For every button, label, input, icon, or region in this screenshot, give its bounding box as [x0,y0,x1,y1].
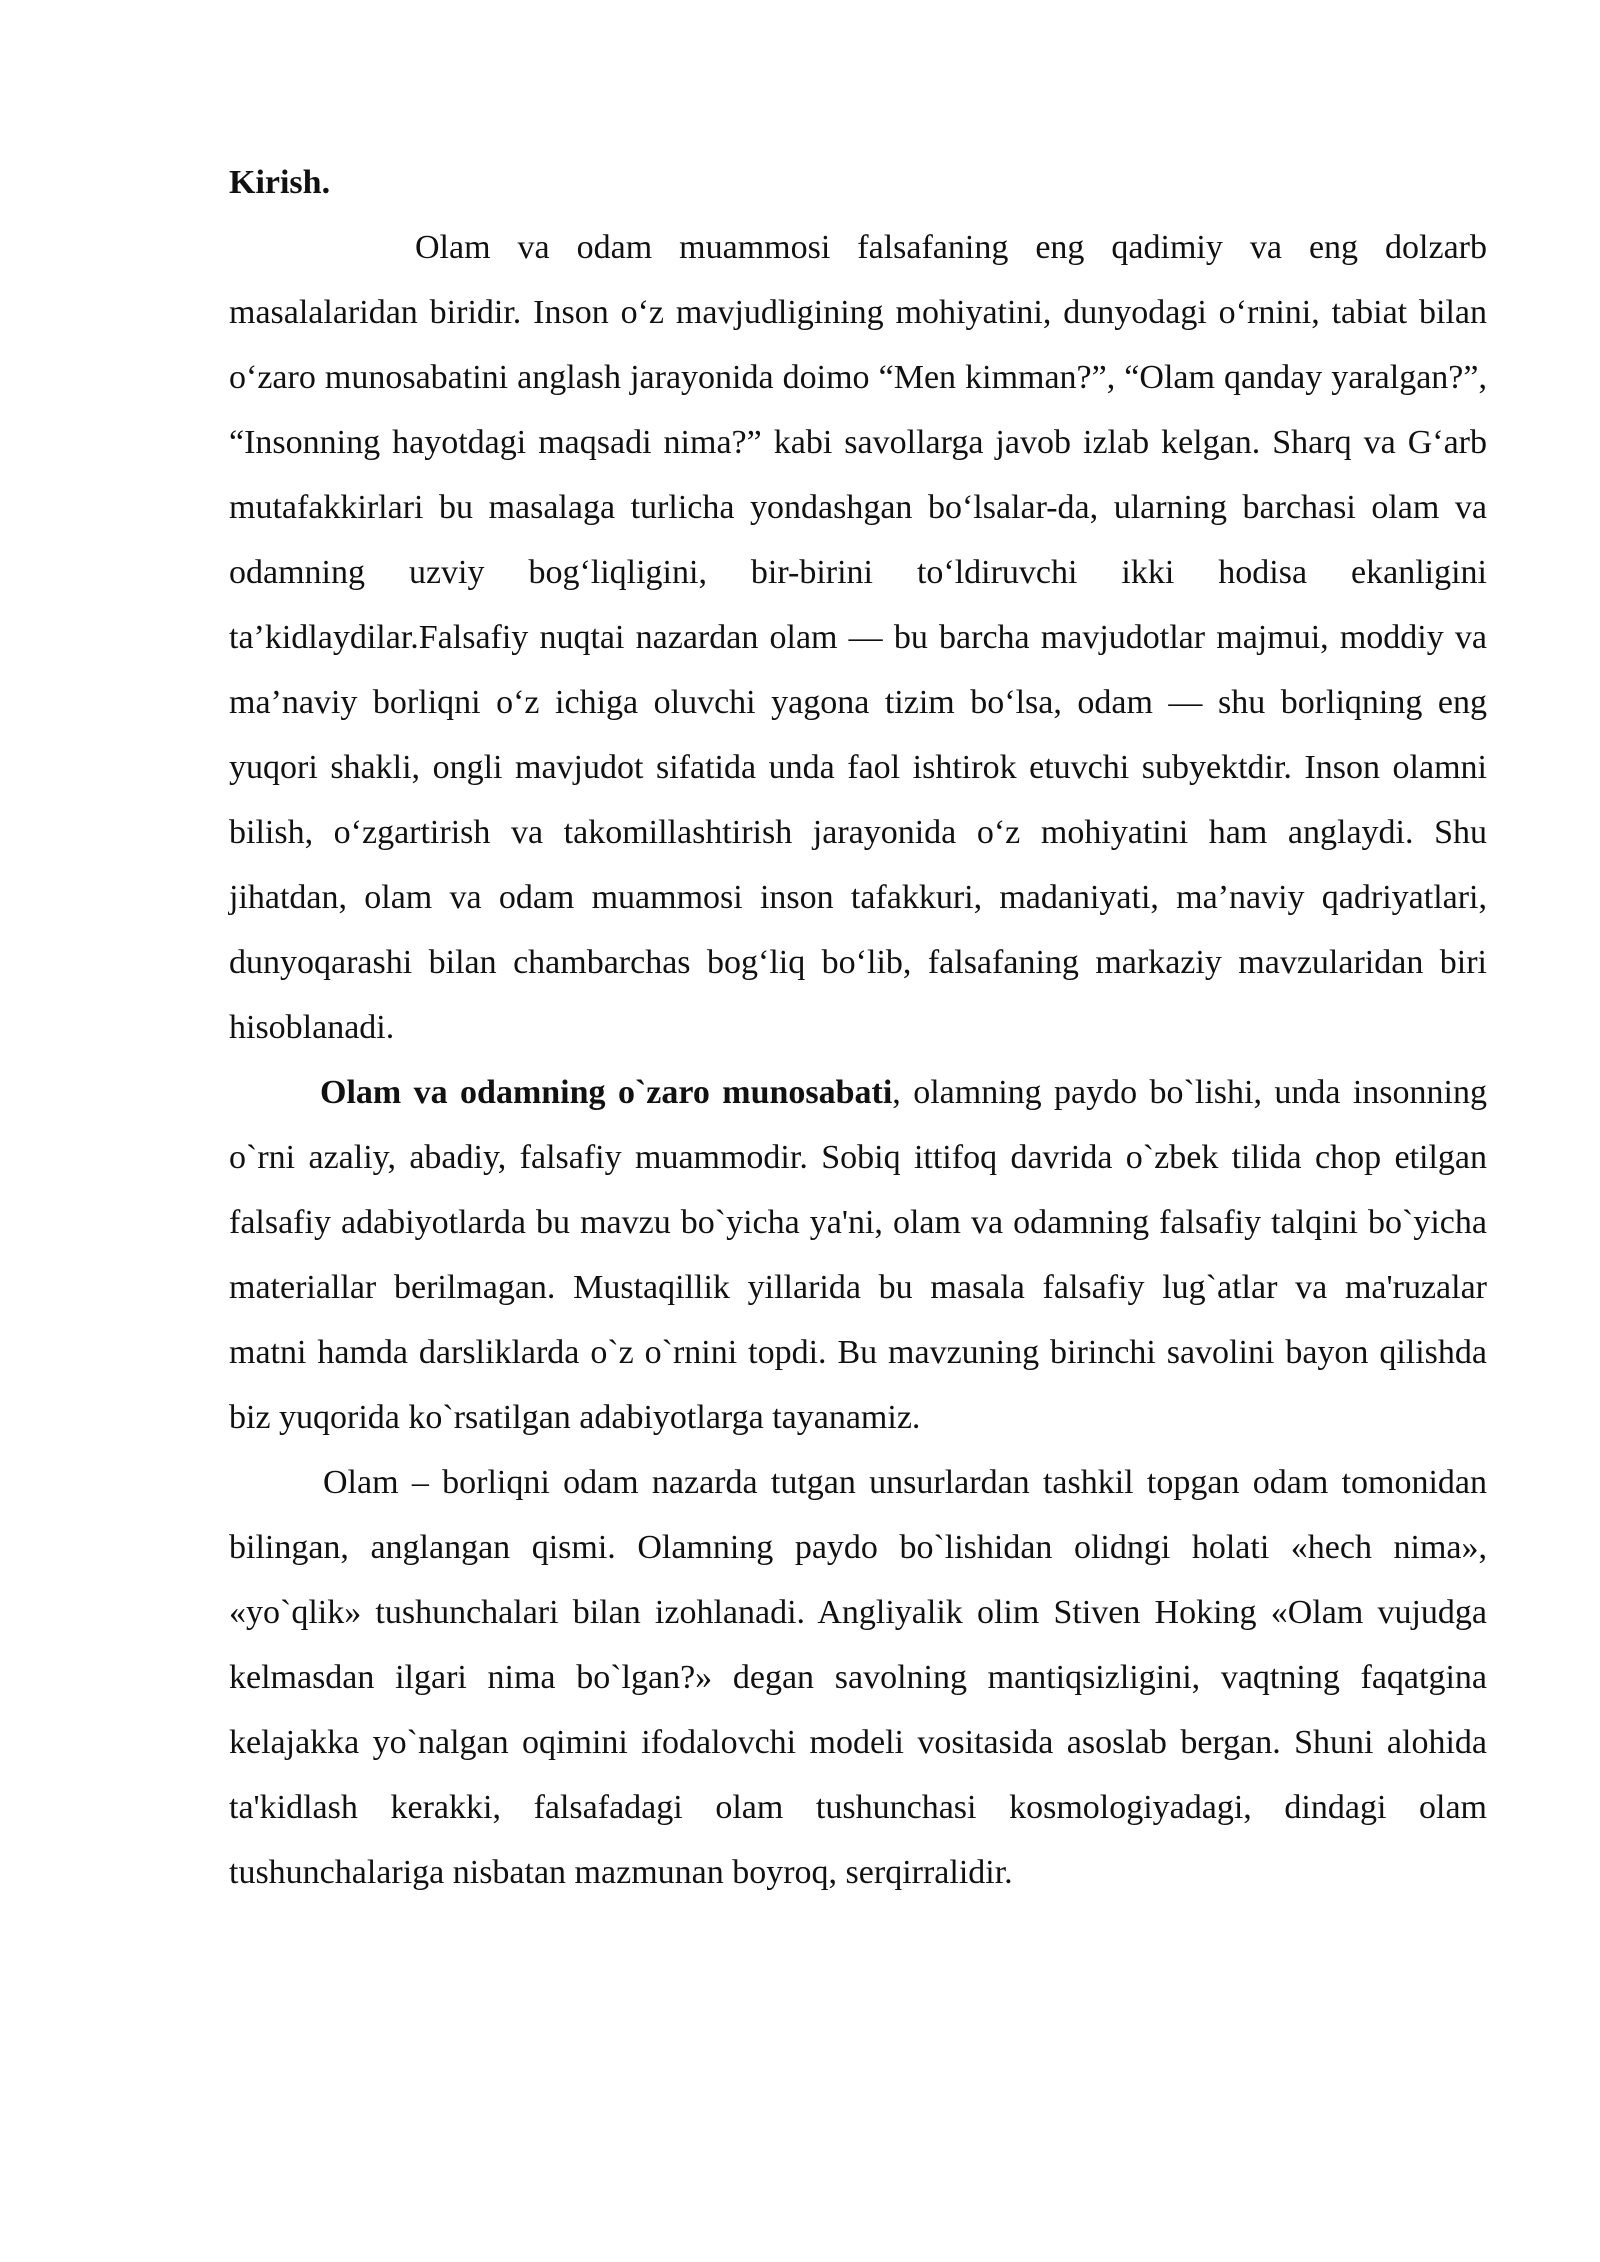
paragraph-relationship-text: , olamning paydo bo`lishi, unda insonning o`rni azaliy, abadiy, falsafiy muammodir. Sobiq ittifoq davrida o`zbek tilida chop etilgan falsafiy adabiyotlarda bu mavzu bo`yicha ya'ni, olam va odamning falsafiy talqini bo`yicha materiallar berilmagan. Mustaqillik yillarida bu masala falsafiy lug`atlar va ma'ruzalar matni hamda darsliklarda o`z o`rnini topdi. Bu mavzuning birinchi savolini bayon qilishda biz yuqorida ko`rsatilgan adabiyotlarga tayanamiz. [229,1074,1487,1436]
section-heading: Kirish. [229,164,331,201]
paragraph-bold-lead: Olam va odamning o`zaro munosabati [320,1074,893,1111]
paragraph-relationship [229,1060,1487,1450]
paragraph-olam-definition: Olam – borliqni odam nazarda tutgan unsurlardan tashkil topgan odam tomonidan bilingan, anglangan qismi. Olamning paydo bo`lishidan olidngi holati «hech nima», «yo`qlik» tushunchalari bilan izohlanadi. Angliyalik olim Stiven Hoking «Olam vujudga kelmasdan ilgari nima bo`lgan?» degan savolning mantiqsizligini, vaqtning faqatgina kelajakka yo`nalgan oqimini ifodalovchi modeli vositasida asoslab bergan. Shuni alohida ta'kidlash kerakki, falsafadagi olam tushunchasi kosmologiyadagi, dindagi olam tushunchalariga nisbatan mazmunan boyroq, serqirralidir. [229,1464,1487,1891]
document-body [229,150,1487,1905]
paragraph-intro: Olam va odam muammosi falsafaning eng qadimiy va eng dolzarb masalalaridan biridir. Inson o‘z mavjudligining mohiyatini, dunyodagi o‘rnini, tabiat bilan o‘zaro munosabatini anglash jarayonida doimo “Men kimman?”, “Olam qanday yaralgan?”, “Insonning hayotdagi maqsadi nima?” kabi savollarga javob izlab kelgan. Sharq va G‘arb mutafakkirlari bu masalaga turlicha yondashgan bo‘lsalar-da, ularning barchasi olam va odamning uzviy bog‘liqligini, bir-birini to‘ldiruvchi ikki hodisa ekanligini ta’kidlaydilar.Falsafiy nuqtai nazardan olam — bu barcha mavjudotlar majmui, moddiy va ma’naviy borliqni o‘z ichiga oluvchi yagona tizim bo‘lsa, odam — shu borliqning eng yuqori shakli, ongli mavjudot sifatida unda faol ishtirok etuvchi subyektdir. Inson olamni bilish, o‘zgartirish va takomillashtirish jarayonida o‘z mohiyatini ham anglaydi. Shu jihatdan, olam va odam muammosi inson tafakkuri, madaniyati, ma’naviy qadriyatlari, dunyoqarashi bilan chambarchas bog‘liq bo‘lib, falsafaning markaziy mavzularidan biri hisoblanadi. [229,229,1487,1046]
